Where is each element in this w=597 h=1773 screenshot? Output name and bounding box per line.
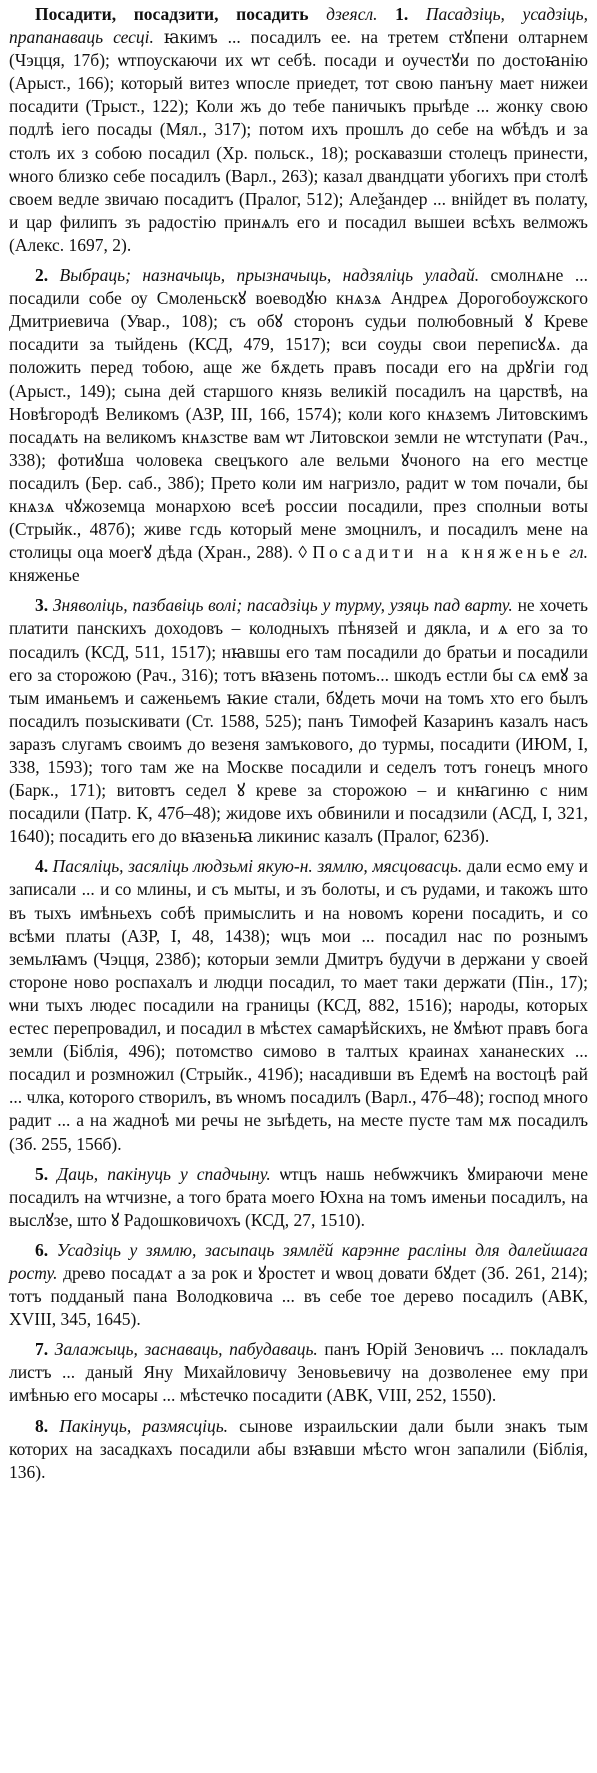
sense-3 bbox=[9, 594, 588, 848]
sense-gloss: Зняволіць, пазбавіць волі; пасадзіць у турму, узяць пад варту. bbox=[52, 595, 513, 616]
sense-number: 4. bbox=[35, 856, 49, 877]
sense-gloss: Залажыць, заснаваць, пабудаваць. bbox=[54, 1339, 318, 1360]
sense-citations: панъ Юрій Зеновичъ ... покладалъ листъ ... даный Яну Михайловичу Зеновьевичу на дозволенее ему при имѣнью его мосары ... мѣстечко посадити (АВК, VIII, 252, 1550). bbox=[9, 1339, 589, 1406]
sense-6 bbox=[9, 1239, 588, 1331]
sense-1 bbox=[9, 3, 588, 257]
headword: Посадити, посадзити, посадить bbox=[35, 4, 309, 24]
sense-number: 2. bbox=[35, 265, 49, 286]
sense-number: 3. bbox=[35, 595, 49, 616]
sense-gloss: Усадзіць у зямлю, засыпаць зямлёй карэнне расліны для далейшага росту. bbox=[9, 1239, 588, 1283]
sense-number: 1. bbox=[395, 4, 409, 24]
sense-citations: дали есмо ему и записали ... и со млины, и съ мыты, и зъ болоты, и съ рудами, и такожъ што въ тыхъ имѣньехъ собѣ примыслить и на новомъ корени посадить, и со всѣми платы (АЗР, І, 48, 1438); ѡцъ мои ... посадил нас по рознымъ земьлꙗмъ (Чэцця, 238б); которыи земли Дмитръ будучи в держани у своей стороне ново роспахалъ и людци посадил, то мает таки держати (Пін., 17); ѡни тыхъ людес посадили на границы (КСД, 882, 1516); народы, которых естес перепровадил, и посадил в мѣстех самарѣйскихъ, не ꙋмѣют правъ бога земли (Біблія, 496); потомство симово в талтых краинах хананеских ... посадил и розмножил (Стрыйк., 419б); насадивши въ Едемѣ на востоцѣ рай ... члка, которого створилъ, въ ѡномъ посадилъ (Варл., 47б–48); господ много радит ... а на жадноѣ ми речы не зыѣдеть, на месте пусте там мѫ посадилъ (Зб. 255, 156б). bbox=[9, 856, 589, 1154]
sense-citations: не хочеть платити панскихъ доходовъ – колодныхъ пѣнязей и дякла, и ѧ его за то посадилъ (КСД, 511, 1517); нꙗвшы его там посадили до братьи и посадили его за сторожою (Рач., 316); тотъ вꙗзень потомъ... шкодъ естли бы сѧ емꙋ за тым иманьемъ и саженьемъ ꙗкие стали, бꙋдеть мочи на томъ хто его былъ посадилъ позыскивати (Ст. 1588, 525); панъ Тимофей Казаринъ казалъ насъ заразъ слугамъ своимъ до везеня замъкового, до турмы, посадити (ИЮМ, І, 338, 1593); того там же на Москве посадили и седелъ тотъ гонецъ много (Барк., 171); витовтъ седел ꙋ креве за сторожою – и кнꙗгиню с ним посадили (Патр. К, 47б–48); жидове ихъ обвинили и посадзили (АСД, І, 321, 1640); посадить его до вꙗзеньꙗ ликинис казалъ (Пралог, 623б). bbox=[9, 595, 589, 847]
sense-7 bbox=[9, 1338, 588, 1407]
cross-reference: княженье bbox=[9, 565, 80, 586]
sense-number: 5. bbox=[35, 1163, 49, 1184]
sense-gloss: Выбраць; назначыць, прызначыць, надзяліць уладай. bbox=[59, 265, 480, 286]
sense-4 bbox=[9, 855, 588, 1155]
sense-citations: смолнѧне ... посадили собе оу Смоленьскꙋ воеводꙋю кнѧзѧ Андреѧ Дорогобоужского Дмитриевича (Увар., 108); съ обꙋ сторонъ судьи полюбовный ꙋ Креве посадити за тыйдень (КСД, 479, 1517); вси соуды свои переписꙋѧ. да положить перед тобою, аще же бѫдеть правъ посади его на дрꙋгіи год (Арыст., 149); сына дей старшого князь великій посадилъ на царствѣ, на Новѣгородѣ Великомъ (АЗР, III, 166, 1574); коли кого кнѧземъ Литовскимъ посадѧть на великомъ кнѧзстве вам ѡт Литовскои земли не ѡтступати (Рач., 338); фотиꙋша чоловека свецъкого але вельми ꙋчоного на его местце посадилъ (Бер. саб., 38б); Прето коли им нагризло, радит ѡ том почали, бы кнѧзѧ чꙋжоземца монархою всеѣ россии посадили, през сполныи воты (Стрыйк., 487б); живе гсдь который мене змоцнилъ, и посадилъ мене на столицы оца моегꙋ дѣда (Хран., 288). bbox=[9, 265, 588, 563]
sense-citations: ꙗкимъ ... посадилъ ее. на третем стꙋпени олтарнем (Чэцця, 17б); ѡтпоускаючи их ѡт себѣ. посади и оучестꙋи по достоꙗнію (Арыст., 166); который витез ѡпосле приедет, тот свою панъну мает нижеи посадити (Трыст., 122); Коли жъ до тебе паничыкъ прыѣде ... жонку свою подлѣ іего посады (Мял., 317); потом ихъ прошлъ до себе на ѡбѣдъ и за столъ их з собою посадил (Хр. польск., 18); роскавазши столецъ принести, ѡного близко себе посадилъ (Варл., 263); казал двандцати убогихъ при столѣ своем ведле звичаю посадитъ (Пралог, 512); Алеѯандер ... внійдет въ полату, и цар филипъ зъ радостію принѧлъ его и посадил вышеи всѣхъ велможъ (Алекс. 1697, 2). bbox=[9, 27, 589, 255]
sub-lemma: Посадити на княженье bbox=[312, 542, 564, 563]
diamond-icon: ◊ bbox=[298, 542, 307, 563]
sense-gloss: Пакінуць, размясціць. bbox=[59, 1415, 229, 1436]
sense-number: 6. bbox=[35, 1239, 49, 1260]
sense-gloss: Пасадзіць, усадзіць, прапанаваць сесці. bbox=[9, 4, 589, 48]
sense-gloss: Пасяліць, засяліць людзьмі якую-н. зямлю, мясцовасць. bbox=[52, 856, 463, 877]
sense-8 bbox=[9, 1415, 588, 1484]
sense-number: 7. bbox=[35, 1339, 49, 1360]
sense-5 bbox=[9, 1163, 588, 1232]
grammar-label: дзеясл. bbox=[326, 4, 378, 24]
sense-number: 8. bbox=[35, 1415, 49, 1436]
sense-2 bbox=[9, 264, 588, 587]
sub-grammar: гл. bbox=[569, 542, 589, 563]
sense-citations: сынове израильскии дали были знакъ тым которих на засадкахъ посадили абы взꙗвши мѣсто ѡгон запалили (Біблія, 136). bbox=[9, 1415, 589, 1482]
sense-gloss: Даць, пакінуць у спадчыну. bbox=[57, 1163, 271, 1184]
sense-citations: древо посадѧт а за рок и ꙋростет и ѡвоц довати бꙋдет (Зб. 261, 214); тотъ подданый пана Володковича ... въ себе тое дерево посадилъ (АВК, XVIII, 345, 1645). bbox=[9, 1262, 588, 1330]
sense-citations: ѡтцъ нашь небѡжчикъ ꙋмираючи мене посадилъ на ѡтчизне, а того брата моего Юхна на томъ именьи посадилъ, на выслꙋзе, што ꙋ Радошковичохъ (КСД, 27, 1510). bbox=[9, 1163, 588, 1230]
